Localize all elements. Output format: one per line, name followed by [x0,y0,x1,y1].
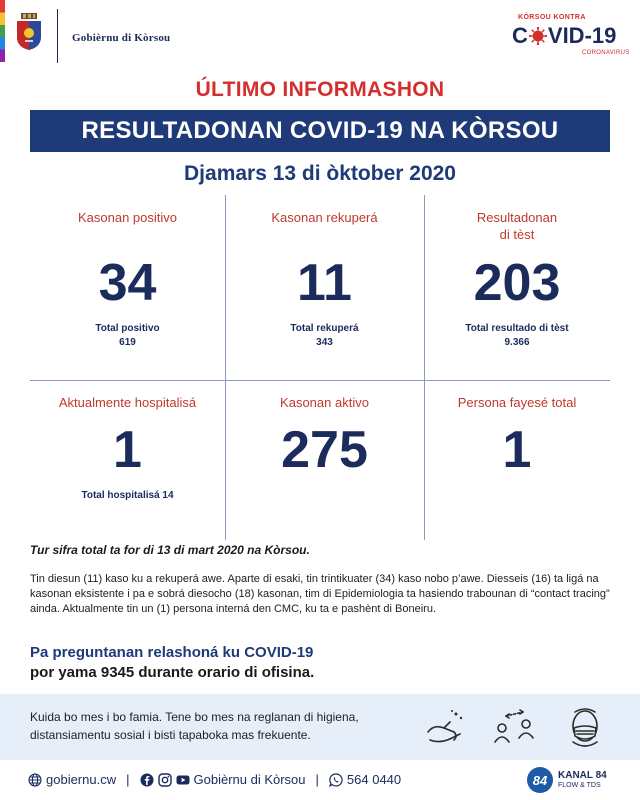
stat-sub-label: Total rekuperá [290,323,359,334]
instagram-icon[interactable] [158,773,172,787]
stat-sub-value: 343 [316,337,333,348]
logo-bottom-text: CORONAVIRUS [582,50,630,56]
stat-sub-label: Total hospitalisá 14 [81,490,174,501]
report-date: Djamars 13 di òktober 2020 [184,162,456,185]
stat-recovered [225,195,424,380]
advice-text [30,708,410,744]
stat-deceased [424,380,610,540]
logo-main-text: C VID-19 [512,23,617,48]
stat-label: di tèst [499,227,535,242]
government-name: Gobièrnu di Kòrsou [72,32,171,44]
footer-separator: | [315,772,319,787]
virus-icon [529,27,547,45]
stats-grid [30,195,610,540]
stat-label: Kasonan rekuperá [271,210,378,225]
stat-value: 203 [473,254,561,312]
social-handle[interactable]: Gobièrnu di Kòrsou [193,772,306,787]
question-line1: Pa preguntanan relashoná ku COVID-19 [30,644,314,661]
footer [0,760,640,800]
kanal-badge-text: 84 [532,773,548,788]
stat-positive [30,195,225,380]
logo-top-text: KÒRSOU KONTRA [518,14,586,21]
social-distancing-icon [490,702,540,752]
kanal84-logo [526,766,636,796]
stat-value: 11 [297,254,352,312]
stat-value: 1 [502,421,532,479]
whatsapp-icon [329,773,343,787]
advice-box [0,694,640,760]
stat-active [225,380,424,540]
youtube-icon[interactable] [176,773,190,787]
globe-icon [28,773,42,787]
stat-hospitalized [30,380,225,540]
handwash-icon [420,702,470,752]
info-paragraph: Tin diesun (11) kaso ku a rekuperá awe. Aparte di esaki, tin trintikuater (34) kaso nobo p’awe. Diesseis (16) ta ligá na kasonan eksistente i pa e sobrá diesocho (18) kasonan, tim di Epidemiologia ta hasiendo trabounan di “contact tracing” ainda. Aktualmente tin un (1) persona interná den CMC, ku ta e pashènt di Boneiru. [30,573,610,615]
stat-label: Resultadonan [476,210,558,225]
stat-label: Persona fayesé total [457,395,577,410]
stat-sub-value: 9.366 [504,337,530,348]
stat-sub-label: Total resultado di tèst [465,323,569,334]
website-link[interactable]: gobiernu.cw [46,772,117,787]
footer-contacts [28,772,401,787]
covid-logo [496,14,630,64]
stat-sub-label: Total positivo [95,323,160,334]
stat-value: 1 [113,421,142,479]
stat-label: Kasonan positivo [77,210,177,225]
kanal-name: KANAL 84 [558,770,607,781]
results-banner: RESULTADONAN COVID-19 NA KÒRSOU [30,110,610,152]
total-note: Tur sifra total ta for di 13 di mart 2020 na Kòrsou. [30,543,310,557]
coat-of-arms-icon [14,13,44,51]
footer-separator: | [126,772,130,787]
phone-number[interactable]: 564 0440 [346,772,402,787]
header [0,0,640,72]
question-line2: por yama 9345 durante orario di ofisina. [30,664,315,681]
stat-label: Kasonan aktivo [280,395,369,410]
kanal-subtitle: FLOW & TDS [558,782,601,789]
stat-tests [424,195,610,380]
face-mask-icon [560,702,610,752]
advice-line2: distansiamentu sosial i bisti tapaboka mas frekuente. [30,728,311,742]
kicker-title: ÚLTIMO INFORMASHON [195,78,445,101]
stat-sub-value: 619 [119,337,136,348]
header-divider [57,9,58,63]
facebook-icon[interactable] [140,773,154,787]
stat-label: Aktualmente hospitalisá [58,395,197,410]
rainbow-stripe [0,0,5,62]
stat-value: 34 [98,254,157,312]
kanal84-badge-icon [526,766,554,794]
advice-line1: Kuida bo mes i bo famia. Tene bo mes na reglanan di higiena, [30,710,359,724]
stat-value: 275 [281,421,368,479]
